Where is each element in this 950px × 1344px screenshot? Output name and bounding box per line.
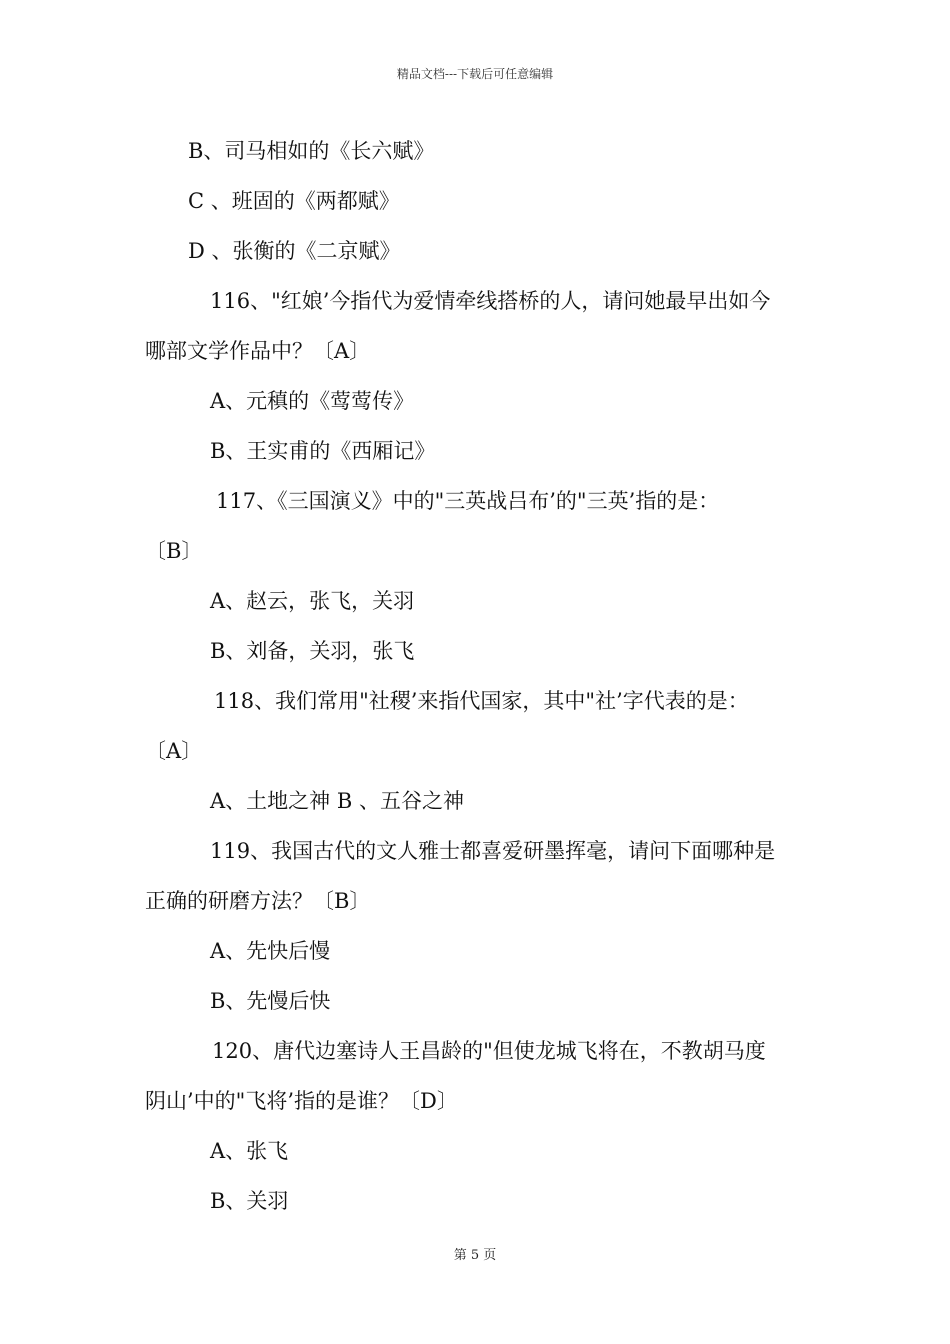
option-line: A、元稹的《莺莺传》 <box>210 389 415 413</box>
option-line: C 、班固的《两都赋》 <box>188 189 400 213</box>
question-118: 118、我们常用"社稷’来指代国家，其中"社’字代表的是： <box>214 689 749 713</box>
option-line: B、先慢后快 <box>210 989 331 1013</box>
question-120: 120、唐代边塞诗人王昌龄的"但使龙城飞将在，不教胡马度 <box>212 1039 766 1063</box>
option-line: A、张飞 <box>210 1139 289 1163</box>
option-line: B、刘备，关羽，张飞 <box>210 639 415 663</box>
question-120-continued: 阴山’中的"飞将’指的是谁？〔D〕 <box>145 1089 458 1113</box>
option-line: D 、张衡的《二京赋》 <box>188 239 401 263</box>
option-line: A、先快后慢 <box>210 939 331 963</box>
option-line: B、司马相如的《长六赋》 <box>188 139 435 163</box>
option-line: A、赵云，张飞，关羽 <box>210 589 415 613</box>
page-header: 精品文档---下载后可任意编辑 <box>396 67 554 81</box>
question-117-answer: 〔B〕 <box>145 539 203 563</box>
question-119-continued: 正确的研磨方法？〔B〕 <box>145 889 371 913</box>
question-117: 117、《三国演义》中的"三英战吕布’的"三英’指的是： <box>216 489 720 513</box>
option-line: B、王实甫的《西厢记》 <box>210 439 436 463</box>
question-116-continued: 哪部文学作品中？〔A〕 <box>145 339 371 363</box>
page-number: 第 5 页 <box>453 1248 497 1263</box>
option-line: A、土地之神 B 、五谷之神 <box>210 789 464 813</box>
question-116: 116、"红娘’今指代为爱情牵线搭桥的人，请问她最早出如今 <box>210 289 771 313</box>
option-line: B、关羽 <box>210 1189 289 1213</box>
question-119: 119、我国古代的文人雅士都喜爱研墨挥毫，请问下面哪种是 <box>210 839 776 863</box>
question-118-answer: 〔A〕 <box>145 739 203 763</box>
